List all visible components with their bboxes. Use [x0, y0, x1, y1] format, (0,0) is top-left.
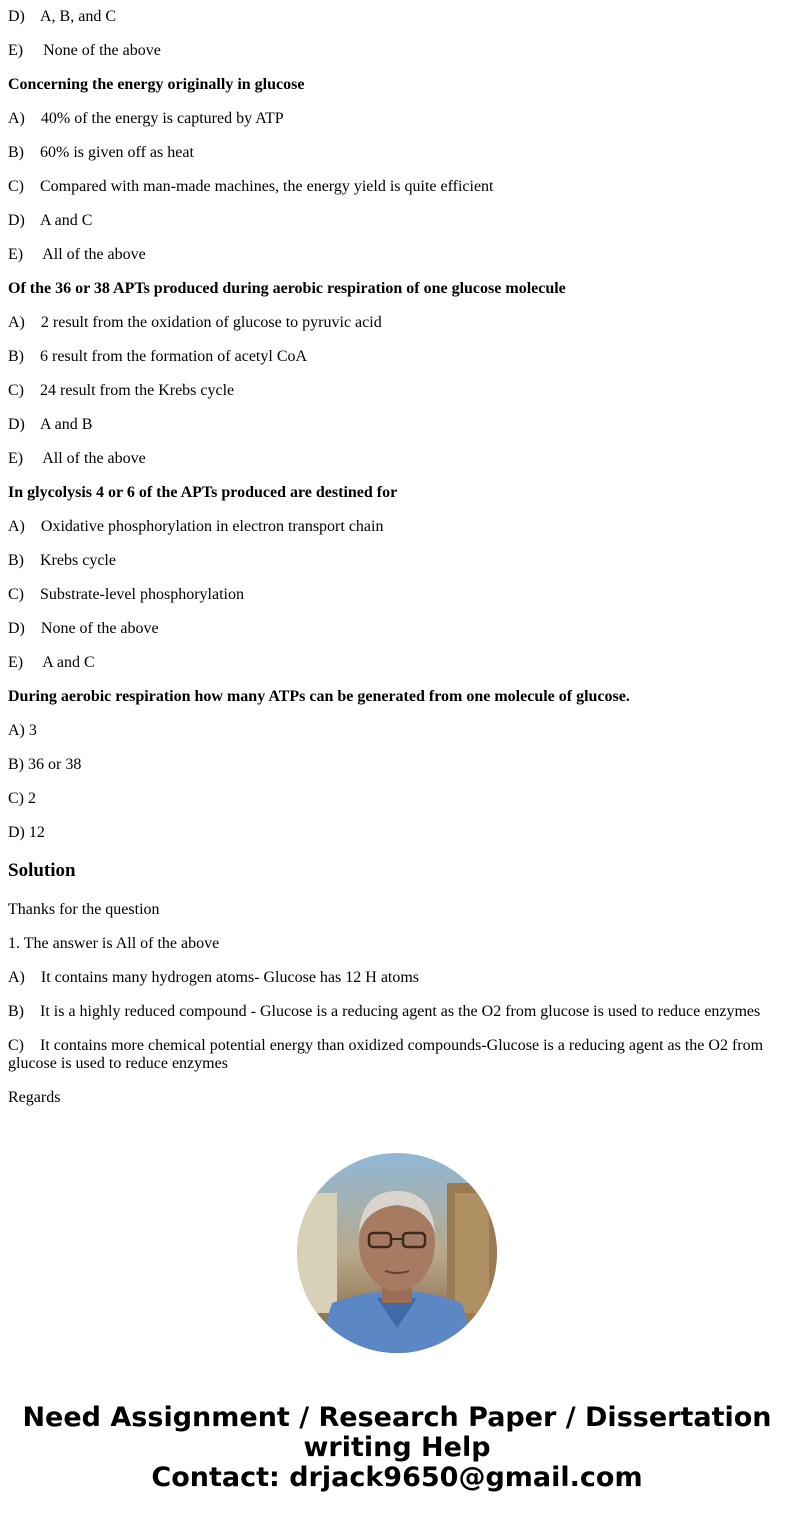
question-title: In glycolysis 4 or 6 of the APTs produced are destined for [8, 484, 398, 501]
option-a: A) 2 result from the oxidation of glucose to pyruvic acid [8, 314, 382, 331]
option-d: D) None of the above [8, 620, 159, 637]
option-d: D) A, B, and C [8, 8, 116, 25]
solution-point-b: B) It is a highly reduced compound - Glucose is a reducing agent as the O2 from glucose is used to reduce enzymes [8, 1003, 761, 1020]
option-e: E) All of the above [8, 246, 146, 263]
option-a: A) 3 [8, 722, 37, 739]
portrait-image [297, 1153, 497, 1353]
option-e: E) None of the above [8, 42, 161, 59]
solution-point-c: C) It contains more chemical potential energy than oxidized compounds-Glucose is a reducing agent as the O2 from glucose is used to reduce enzymes [8, 1037, 768, 1072]
footer-line-1: Need Assignment / Research Paper / Dissertation [22, 1402, 772, 1433]
option-c: C) 24 result from the Krebs cycle [8, 382, 235, 399]
option-c: C) Compared with man-made machines, the energy yield is quite efficient [8, 178, 494, 195]
solution-intro: Thanks for the question [8, 901, 160, 918]
solution-heading: Solution [8, 860, 76, 881]
question-title: During aerobic respiration how many ATPs can be generated from one molecule of glucose. [8, 688, 630, 705]
option-c: C) 2 [8, 790, 36, 807]
option-b: B) Krebs cycle [8, 552, 116, 569]
footer-contact [0, 1403, 794, 1493]
solution-closing: Regards [8, 1089, 61, 1106]
option-b: B) 36 or 38 [8, 756, 82, 773]
option-b: B) 60% is given off as heat [8, 144, 194, 161]
solution-point-a: A) It contains many hydrogen atoms- Glucose has 12 H atoms [8, 969, 420, 986]
option-e: E) A and C [8, 654, 95, 671]
author-photo [297, 1153, 497, 1353]
option-d: D) 12 [8, 824, 45, 841]
option-d: D) A and C [8, 212, 93, 229]
option-a: A) Oxidative phosphorylation in electron transport chain [8, 518, 384, 535]
option-d: D) A and B [8, 416, 93, 433]
footer-line-2: writing Help [303, 1432, 491, 1463]
footer-line-3: Contact: drjack9650@gmail.com [151, 1462, 643, 1493]
question-title: Of the 36 or 38 APTs produced during aerobic respiration of one glucose molecule [8, 280, 566, 297]
solution-answer: 1. The answer is All of the above [8, 935, 220, 952]
option-a: A) 40% of the energy is captured by ATP [8, 110, 284, 127]
option-b: B) 6 result from the formation of acetyl CoA [8, 348, 308, 365]
question-title: Concerning the energy originally in glucose [8, 76, 305, 93]
option-c: C) Substrate-level phosphorylation [8, 586, 244, 603]
option-e: E) All of the above [8, 450, 146, 467]
